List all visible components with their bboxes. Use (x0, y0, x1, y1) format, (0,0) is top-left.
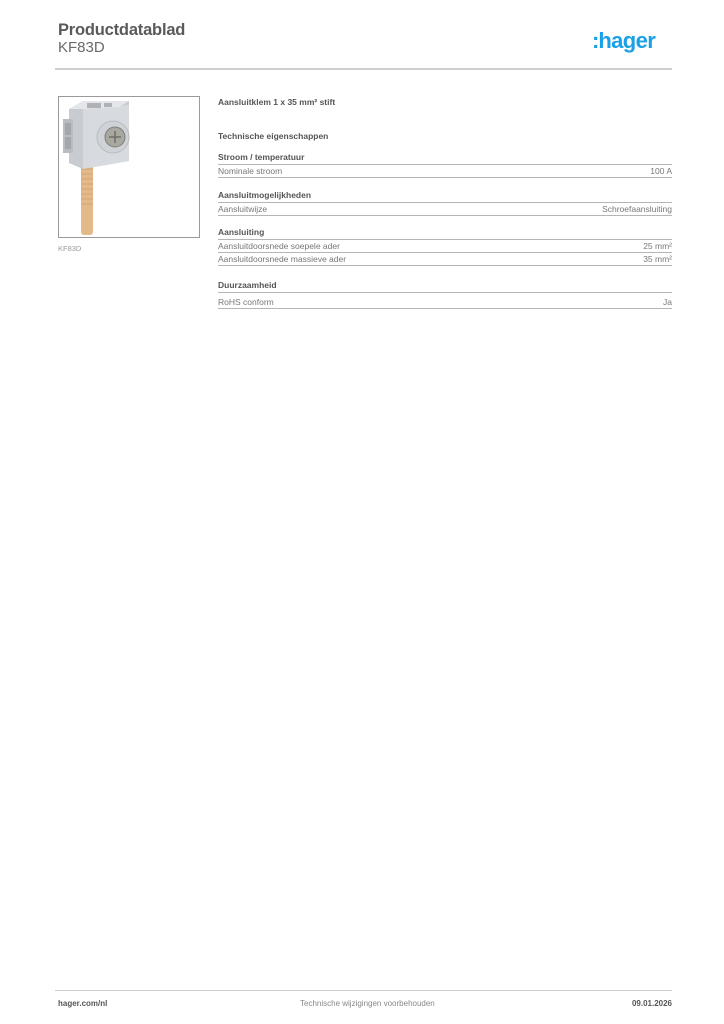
row-label: Nominale stroom (218, 166, 283, 176)
row-value: 100 A (650, 166, 672, 176)
row-value: Ja (663, 297, 672, 307)
row-value: 35 mm² (643, 254, 672, 264)
row-value: 25 mm² (643, 241, 672, 251)
logo-text: hager (598, 28, 656, 53)
spec-group-sustainability (218, 280, 672, 309)
document-title: Productdatablad (58, 21, 186, 39)
group-title: Aansluitmogelijkheden (218, 190, 672, 203)
product-name: Aansluitklem 1 x 35 mm² stift (218, 97, 336, 107)
table-row (218, 240, 672, 253)
spec-content (218, 96, 672, 309)
product-code: KF83D (58, 39, 105, 56)
footer-date: 09.01.2026 (631, 999, 672, 1008)
table-row (218, 253, 672, 266)
group-title: Duurzaamheid (218, 280, 672, 293)
spec-group-connection-options (218, 190, 672, 216)
logo-colon-icon: : (592, 28, 599, 53)
group-title: Stroom / temperatuur (218, 152, 672, 165)
spec-group-connection (218, 227, 672, 266)
terminal-clamp-icon (59, 97, 199, 237)
row-label: RoHS conform (218, 297, 274, 307)
row-value: Schroefaansluiting (602, 204, 672, 214)
footer-divider (55, 990, 672, 991)
row-label: Aansluitdoorsnede soepele ader (218, 241, 340, 251)
table-row (218, 296, 672, 309)
product-image (58, 96, 200, 238)
row-label: Aansluitdoorsnede massieve ader (218, 254, 347, 264)
image-caption: KF83D (58, 244, 82, 253)
header-divider (55, 68, 672, 70)
section-heading: Technische eigenschappen (218, 131, 329, 141)
table-row (218, 165, 672, 178)
row-label: Aansluitwijze (218, 204, 268, 214)
spec-group-current (218, 152, 672, 178)
footer-website-link[interactable]: hager.com/nl (58, 999, 108, 1008)
group-title: Aansluiting (218, 227, 672, 240)
hager-logo (592, 28, 655, 54)
footer-disclaimer: Technische wijzigingen voorbehouden (300, 999, 435, 1008)
table-row (218, 203, 672, 216)
